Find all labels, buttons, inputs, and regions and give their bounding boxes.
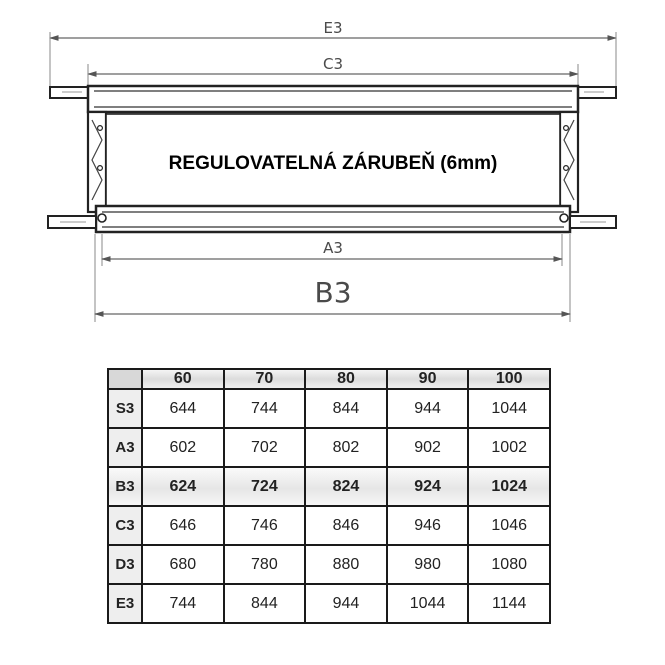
row-header: E3: [108, 584, 142, 623]
dimension-label-c3: C3: [322, 55, 344, 73]
dimension-label-e3: E3: [323, 19, 343, 37]
row-header: B3: [108, 467, 142, 506]
table-cell: 1046: [468, 506, 550, 545]
table-cell: 746: [224, 506, 306, 545]
table-row: [108, 545, 550, 584]
table-cell: 902: [387, 428, 469, 467]
table-cell: 980: [387, 545, 469, 584]
drawing-title: REGULOVATELNÁ ZÁRUBEŇ (6mm): [168, 153, 498, 174]
table-corner-cell: [108, 369, 142, 389]
table-cell: 946: [387, 506, 469, 545]
table-cell: 1044: [387, 584, 469, 623]
table-cell: 680: [142, 545, 224, 584]
table-cell: 744: [142, 584, 224, 623]
table-cell: 1080: [468, 545, 550, 584]
row-header: S3: [108, 389, 142, 428]
dimensions-table: [107, 368, 551, 624]
table-cell: 780: [224, 545, 306, 584]
dimension-label-a3: A3: [323, 239, 343, 257]
table-cell: 1144: [468, 584, 550, 623]
table-cell: 1044: [468, 389, 550, 428]
table-cell: 646: [142, 506, 224, 545]
table-row: [108, 506, 550, 545]
table-cell: 844: [305, 389, 387, 428]
table-cell: 702: [224, 428, 306, 467]
dimension-label-b3: B3: [314, 276, 352, 309]
row-header: D3: [108, 545, 142, 584]
column-header-100: 100: [468, 369, 550, 389]
table-row: [108, 389, 550, 428]
table-row: [108, 428, 550, 467]
row-header: A3: [108, 428, 142, 467]
column-header-80: 80: [305, 369, 387, 389]
table-cell: 602: [142, 428, 224, 467]
table-cell: 724: [224, 467, 306, 506]
dimension-e3: [50, 19, 616, 86]
column-header-70: 70: [224, 369, 306, 389]
table-cell: 880: [305, 545, 387, 584]
table-cell: 924: [387, 467, 469, 506]
table-row: [108, 584, 550, 623]
table-cell: 844: [224, 584, 306, 623]
table-cell: 944: [305, 584, 387, 623]
column-header-60: 60: [142, 369, 224, 389]
row-header: C3: [108, 506, 142, 545]
table-cell: 624: [142, 467, 224, 506]
table-cell: 846: [305, 506, 387, 545]
table-cell: 1024: [468, 467, 550, 506]
dimension-a3: [102, 234, 562, 266]
table-cell: 644: [142, 389, 224, 428]
column-header-90: 90: [387, 369, 469, 389]
table-cell: 802: [305, 428, 387, 467]
table-header-row: [108, 369, 550, 389]
table-cell: 824: [305, 467, 387, 506]
table-cell: 1002: [468, 428, 550, 467]
table-cell: 744: [224, 389, 306, 428]
table-cell: 944: [387, 389, 469, 428]
table-row: [108, 467, 550, 506]
